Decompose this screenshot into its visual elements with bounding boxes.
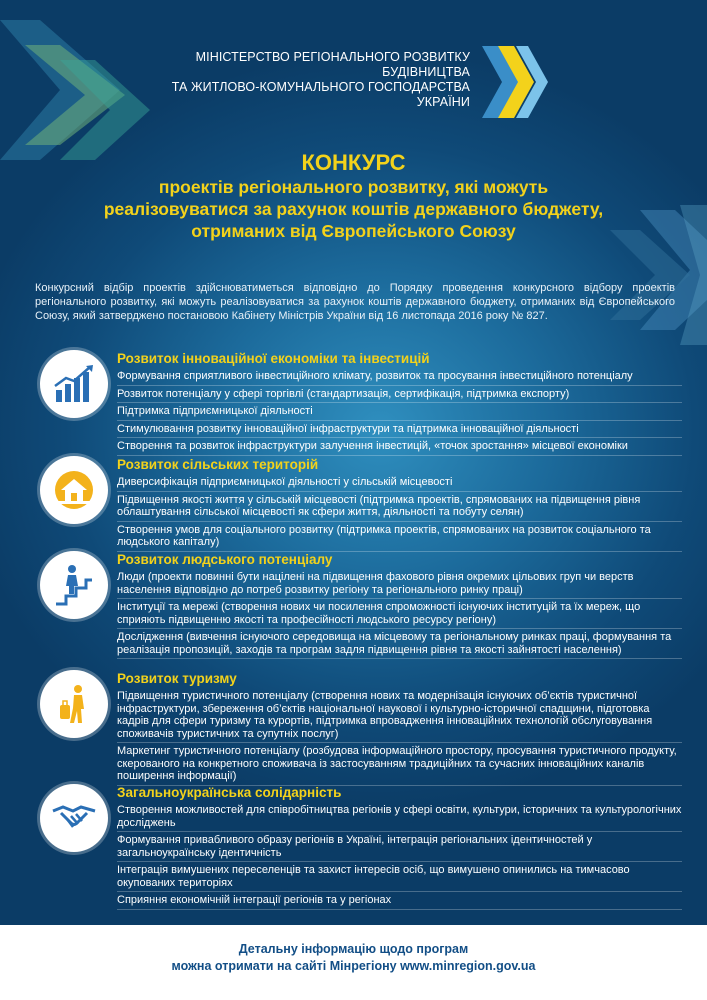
- list-item: Інтеграція вимушених переселенців та захист інтересів осіб, що вимушено опинились на тимчасово окупованих територіях: [117, 863, 682, 892]
- traveler-icon: [40, 670, 108, 738]
- list-item: Створення можливостей для співробітництва регіонів у сфері освіти, культури, історичних та культурологічних досліджень: [117, 803, 682, 832]
- list-item: Маркетинг туристичного потенціалу (розбудова інформаційного простору, просування туристичного продукту, скерованого на конкретного споживача із застосуванням традиційних та сучасних інноваційних каналів поширення інформації): [117, 744, 682, 786]
- title-subline: проектів регіонального розвитку, які можуть: [158, 177, 549, 197]
- list-item: Розвиток потенціалу у сфері торгівлі (стандартизація, сертифікація, підтримка експорту): [117, 387, 682, 404]
- ministry-name-line: ТА ЖИТЛОВО-КОМУНАЛЬНОГО ГОСПОДАРСТВА: [171, 80, 470, 94]
- title-main: КОНКУРС: [301, 150, 406, 175]
- growth-chart-icon: [40, 350, 108, 418]
- footer: [0, 925, 707, 1000]
- ministry-name-line: УКРАЇНИ: [416, 95, 470, 109]
- section-title: Розвиток інноваційної економіки та інвестицій: [117, 351, 430, 366]
- handshake-icon: [40, 784, 108, 852]
- list-item: Формування сприятливого інвестиційного клімату, розвиток та просування інвестиційного потенціалу: [117, 369, 682, 386]
- title-subline: реалізовуватися за рахунок коштів державного бюджету,: [103, 199, 604, 219]
- list-item: Створення умов для соціального розвитку (підтримка проектів, спрямованих на розвиток соціального та людського капіталу): [117, 523, 682, 552]
- list-item: Створення та розвиток інфраструктури залучення інвестицій, «точок зростання» місцевої економіки: [117, 439, 682, 456]
- list-item: Інституції та мережі (створення нових чи посилення спроможності існуючих інституцій та їх мереж, що сприяють підвищенню якості та професійності людського ресурсу регіону): [117, 600, 682, 629]
- list-item: Підтримка підприємницької діяльності: [117, 404, 682, 421]
- footer-line: Детальну інформацію щодо програм: [238, 942, 469, 956]
- section-title: Розвиток сільських територій: [117, 457, 319, 472]
- rural-house-icon: [40, 456, 108, 524]
- ministry-logo-icon: [480, 42, 550, 122]
- section-title: Розвиток людського потенціалу: [117, 552, 333, 567]
- list-item: Диверсифікація підприємницької діяльності у сільській місцевості: [117, 475, 682, 492]
- footer-line: можна отримати на сайті Мінрегіону www.minregion.gov.ua: [171, 959, 536, 973]
- list-item: Дослідження (вивчення існуючого середовища на місцевому та регіональному ринках праці, формування та реалізація пропозицій, заходів та програм задля підвищення рівня та якості зайнятості населення): [117, 630, 682, 659]
- list-item: Підвищення якості життя у сільській місцевості (підтримка проектів, спрямованих на підвищення рівня облаштування сільської місцевості як сфери життя, діяльності та побуту селян): [117, 493, 682, 522]
- list-item: Формування привабливого образу регіонів в Україні, інтеграція регіональних ідентичностей у загальноукраїнську ідентичність: [117, 833, 682, 862]
- list-item: Стимулювання розвитку інноваційної інфраструктури та підтримка інноваційної діяльності: [117, 422, 682, 439]
- ministry-name-line: БУДІВНИЦТВА: [382, 65, 470, 79]
- intro-paragraph: Конкурсний відбір проектів здійснюватиметься відповідно до Порядку проведення конкурсного відбору проектів регіонального розвитку, які можуть реалізовуватися за рахунок коштів державного бюджету, отриманих від Європейського Союзу, який затверджено постановою Кабінету Міністрів України від 16 листопада 2016 року № 827.: [35, 282, 675, 322]
- list-item: Підвищення туристичного потенціалу (створення нових та модернізація існуючих об’єктів туристичної інфраструктури, збереження об’єктів національної наукової і культурно-історичної спадщини, підготовка кадрів для сфери туризму та курортів, підтримка впровадження інноваційних технологій обслуговування споживачів туристичних та супутніх послуг): [117, 689, 682, 743]
- list-item: Сприяння економічній інтеграції регіонів та у регіонах: [117, 893, 682, 910]
- section-title: Розвиток туризму: [117, 671, 237, 686]
- list-item: Люди (проекти повинні бути націлені на підвищення фахового рівня окремих цільових груп чи верств населення відповідно до потреб розвитку регіону та регіонального ринку праці): [117, 570, 682, 599]
- ministry-name-line: МІНІСТЕРСТВО РЕГІОНАЛЬНОГО РОЗВИТКУ: [195, 50, 470, 64]
- ministry-name: [150, 50, 470, 110]
- person-stairs-icon: [40, 551, 108, 619]
- title-subline: отриманих від Європейського Союзу: [191, 221, 516, 241]
- section-title: Загальноукраїнська солідарність: [117, 785, 342, 800]
- contest-title: [0, 150, 707, 242]
